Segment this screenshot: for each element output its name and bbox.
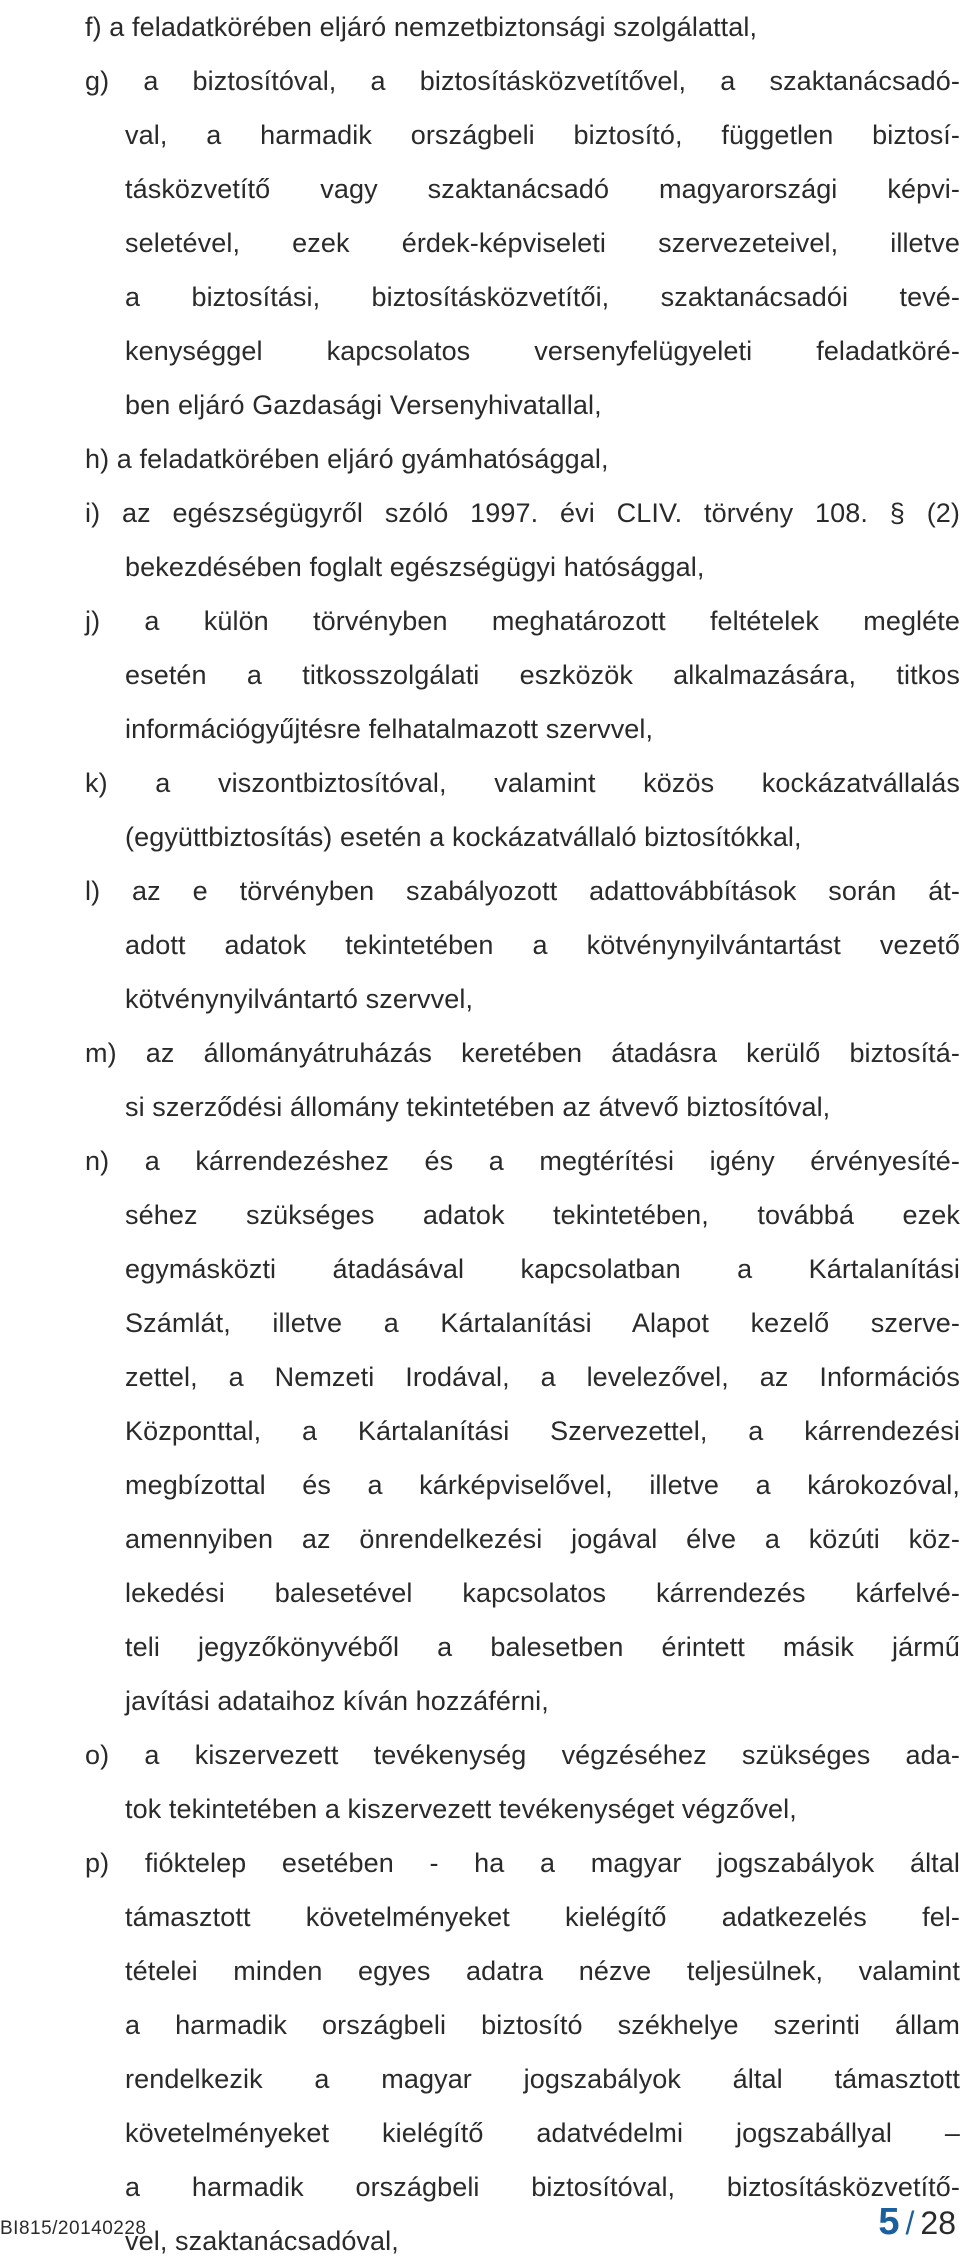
list-item-continuation-line: megbízottal és a kárképviselővel, illetve a károkozóval, (125, 1470, 960, 1500)
total-pages: 28 (920, 2205, 956, 2241)
list-item-continuation-line: lekedési balesetével kapcsolatos kárrendezés kárfelvé- (125, 1578, 960, 1608)
current-page-number: 5 (878, 2201, 900, 2243)
page-separator: / (905, 2205, 915, 2241)
list-item-first-line: j) a külön törvényben meghatározott feltételek megléte (85, 606, 960, 636)
list-item-continuation-line: ben eljáró Gazdasági Versenyhivatallal, (125, 390, 602, 420)
list-item-continuation-line: (együttbiztosítás) esetén a kockázatvállaló biztosítókkal, (125, 822, 802, 852)
list-item-first-line: p) fióktelep esetében - ha a magyar jogszabályok által (85, 1848, 960, 1878)
list-item-continuation-line: zettel, a Nemzeti Irodával, a levelezővel, az Információs (125, 1362, 960, 1392)
list-item-n (85, 1134, 960, 1728)
list-item-first-line: h) a feladatkörében eljáró gyámhatósággal, (85, 444, 609, 474)
list-item-first-line: o) a kiszervezett tevékenység végzéséhez szükséges ada- (85, 1740, 960, 1770)
list-item-continuation-line: tételei minden egyes adatra nézve teljesülnek, valamint (125, 1956, 960, 1986)
list-item-k (85, 756, 960, 864)
list-item-first-line: n) a kárrendezéshez és a megtérítési igény érvényesíté- (85, 1146, 960, 1176)
list-item-continuation-line: rendelkezik a magyar jogszabályok által támasztott (125, 2064, 960, 2094)
list-item-f (85, 0, 960, 54)
list-item-i (85, 486, 960, 594)
list-item-first-line: m) az állományátruházás keretében átadásra kerülő biztosítá- (85, 1038, 960, 1068)
list-item-continuation-line: a harmadik országbeli biztosítóval, biztosításközvetítő- (125, 2172, 960, 2202)
list-item-o (85, 1728, 960, 1836)
list-item-continuation-line: követelményeket kielégítő adatvédelmi jogszabállyal – (125, 2118, 960, 2148)
document-code: BI815/20140228 (0, 2218, 147, 2239)
list-item-continuation-line: kenységgel kapcsolatos versenyfelügyeleti feladatköré- (125, 336, 960, 366)
list-item-first-line: l) az e törvényben szabályozott adattovábbítások során át- (85, 876, 960, 906)
list-item-g (85, 54, 960, 432)
list-item-m (85, 1026, 960, 1134)
enumerated-list (85, 0, 960, 2268)
list-item-continuation-line: vel, szaktanácsadóval, (125, 2226, 399, 2256)
list-item-j (85, 594, 960, 756)
list-item-continuation-line: adott adatok tekintetében a kötvénynyilvántartást vezető (125, 930, 960, 960)
list-item-continuation-line: egymásközti átadásával kapcsolatban a Kártalanítási (125, 1254, 960, 1284)
list-item-h (85, 432, 960, 486)
list-item-continuation-line: információgyűjtésre felhatalmazott szervvel, (125, 714, 654, 744)
list-item-continuation-line: javítási adataihoz kíván hozzáférni, (125, 1686, 549, 1716)
list-item-first-line: i) az egészségügyről szóló 1997. évi CLIV. törvény 108. § (2) (85, 498, 960, 528)
list-item-continuation-line: Számlát, illetve a Kártalanítási Alapot kezelő szerve- (125, 1308, 960, 1338)
list-item-continuation-line: teli jegyzőkönyvéből a balesetben érintett másik jármű (125, 1632, 960, 1662)
list-item-continuation-line: esetén a titkosszolgálati eszközök alkalmazására, titkos (125, 660, 960, 690)
list-item-continuation-line: val, a harmadik országbeli biztosító, független biztosí- (125, 120, 960, 150)
list-item-first-line: k) a viszontbiztosítóval, valamint közös kockázatvállalás (85, 768, 960, 798)
list-item-continuation-line: seletével, ezek érdek-képviseleti szervezeteivel, illetve (125, 228, 960, 258)
list-item-continuation-line: kötvénynyilvántartó szervvel, (125, 984, 474, 1014)
page-footer (0, 2190, 960, 2244)
list-item-first-line: g) a biztosítóval, a biztosításközvetítővel, a szaktanácsadó- (85, 66, 960, 96)
list-item-continuation-line: a biztosítási, biztosításközvetítői, szaktanácsadói tevé- (125, 282, 960, 312)
list-item-continuation-line: tásközvetítő vagy szaktanácsadó magyarországi képvi- (125, 174, 960, 204)
list-item-continuation-line: si szerződési állomány tekintetében az átvevő biztosítóval, (125, 1092, 831, 1122)
list-item-continuation-line: a harmadik országbeli biztosító székhelye szerinti állam (125, 2010, 960, 2040)
list-item-l (85, 864, 960, 1026)
list-item-continuation-line: amennyiben az önrendelkezési jogával élve a közúti köz- (125, 1524, 960, 1554)
list-item-continuation-line: séhez szükséges adatok tekintetében, továbbá ezek (125, 1200, 960, 1230)
list-item-continuation-line: tok tekintetében a kiszervezett tevékenységet végzővel, (125, 1794, 797, 1824)
list-item-continuation-line: bekezdésében foglalt egészségügyi hatósággal, (125, 552, 705, 582)
page-number (878, 2202, 956, 2243)
list-item-first-line: f) a feladatkörében eljáró nemzetbiztonsági szolgálattal, (85, 12, 758, 42)
list-item-continuation-line: Központtal, a Kártalanítási Szervezettel, a kárrendezési (125, 1416, 960, 1446)
list-item-continuation-line: támasztott követelményeket kielégítő adatkezelés fel- (125, 1902, 960, 1932)
